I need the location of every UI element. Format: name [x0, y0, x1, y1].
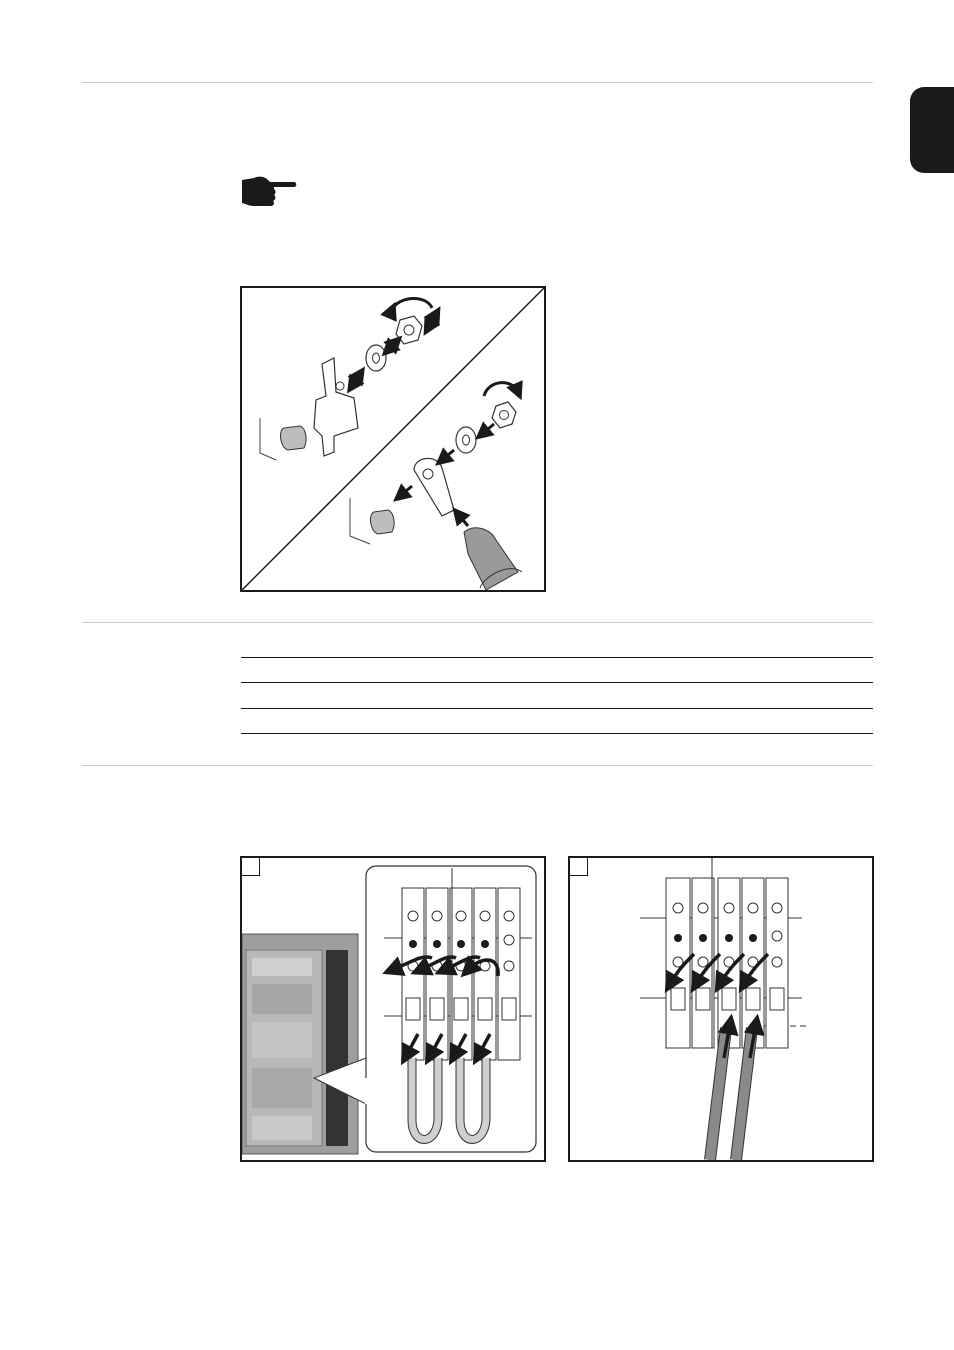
table-rule-row-2	[241, 708, 873, 709]
terminal-nut-washer-cable-lug-diagram	[242, 288, 544, 590]
pointing-hand-icon	[240, 174, 298, 210]
section-rule-2	[82, 765, 873, 766]
terminal-connection-figure	[240, 286, 546, 592]
connect-cables-diagram	[570, 858, 872, 1160]
header-rule	[82, 82, 873, 83]
step-1-badge	[242, 858, 260, 876]
step-2-figure	[568, 856, 874, 1162]
table-rule-bottom	[241, 733, 873, 734]
remove-jumper-cables-diagram	[242, 858, 544, 1160]
step-2-badge	[570, 858, 588, 876]
table-rule-row-1	[241, 682, 873, 683]
language-tab	[910, 87, 954, 173]
table-rule-top	[241, 657, 873, 658]
section-rule-1	[82, 622, 873, 623]
step-1-figure	[240, 856, 546, 1162]
